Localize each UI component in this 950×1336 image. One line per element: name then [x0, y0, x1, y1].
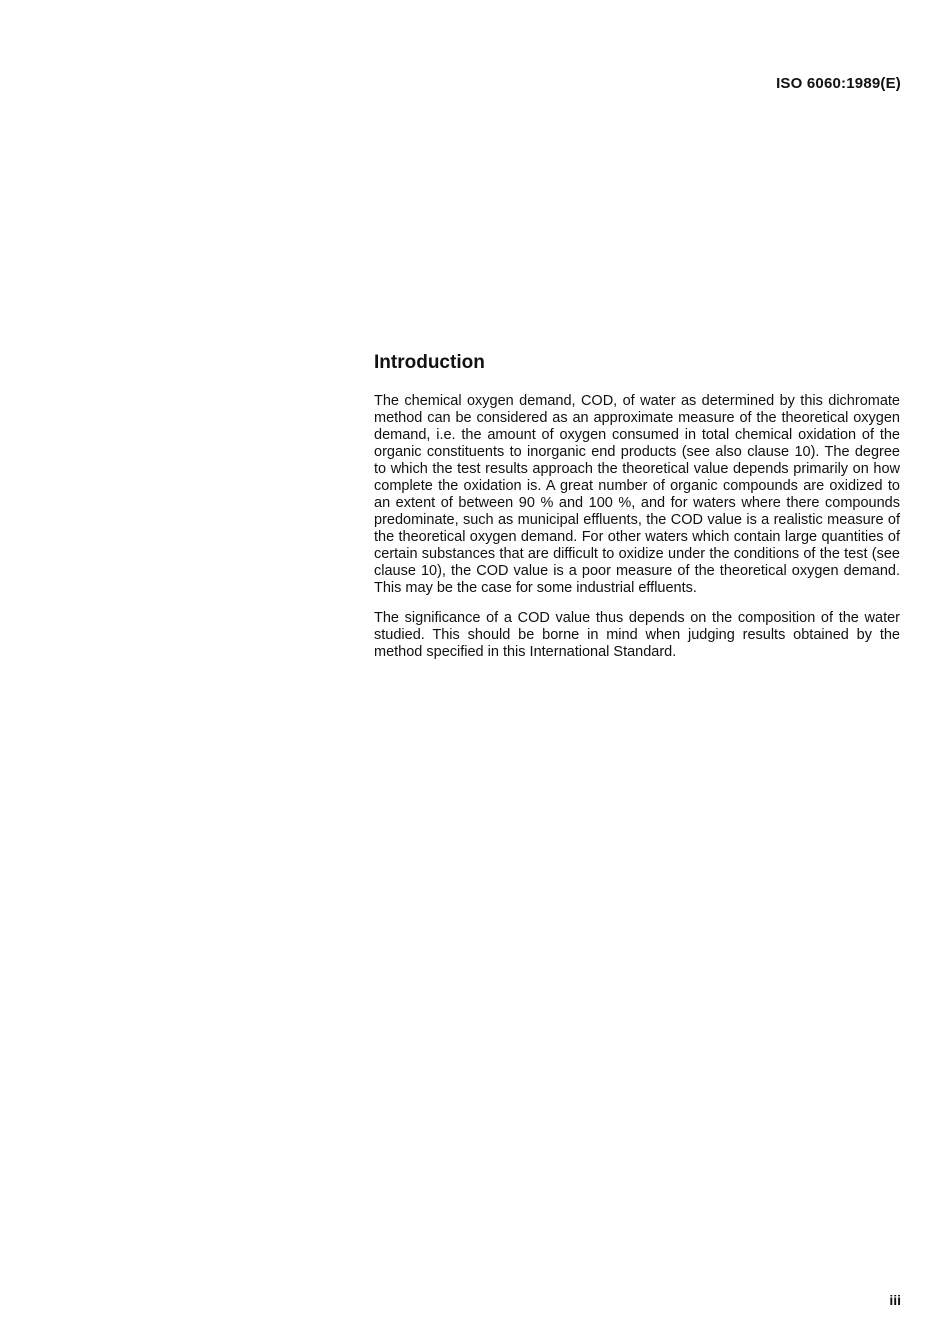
- section-title: Introduction: [374, 352, 485, 373]
- page-number: iii: [889, 1292, 901, 1308]
- introduction-section: [374, 351, 900, 674]
- paragraph-2: The significance of a COD value thus depends on the composition of the water studied. This should be borne in mind when judging results obtained by the method specified in this International Standard.: [374, 610, 900, 660]
- document-id: ISO 6060:1989(E): [776, 75, 901, 92]
- paragraph-1: The chemical oxygen demand, COD, of water as determined by this dichromate method can be considered as an approximate measure of the theoretical oxygen demand, i.e. the amount of oxygen consumed in total chemical oxidation of the organic constituents to inorganic end products (see also clause 10). The degree to which the test results approach the theoretical value depends primarily on how complete the oxidation is. A great number of organic compounds are oxidized to an extent of between 90 % and 100 %, and for waters where there compounds predominate, such as municipal effluents, the COD value is a realistic measure of the theoretical oxygen demand. For other waters which contain large quantities of certain substances that are difficult to oxidize under the conditions of the test (see clause 10), the COD value is a poor measure of the theoretical oxygen demand. This may be the case for some industrial effluents.: [374, 393, 900, 596]
